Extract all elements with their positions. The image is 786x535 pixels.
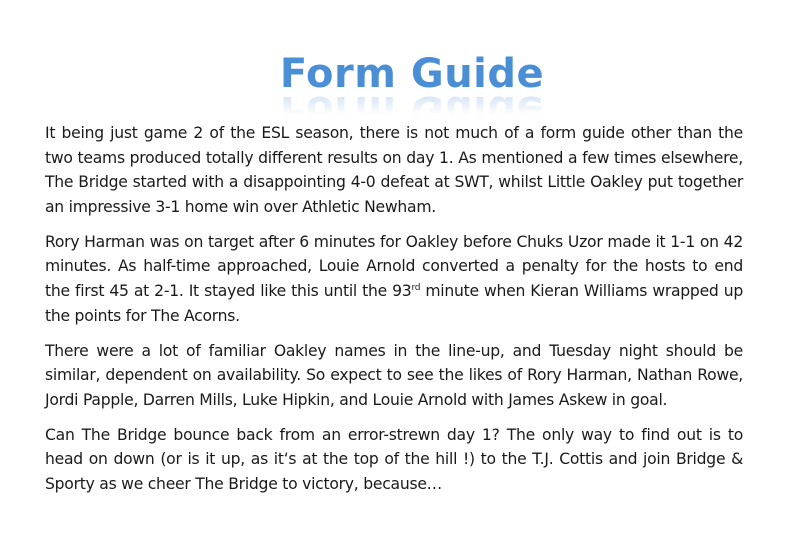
match-report-text-end: minute when Kieran Williams wrapped up the points for The Acorns.: [45, 281, 743, 325]
title-container: [0, 50, 786, 98]
paragraph-form-intro: It being just game 2 of the ESL season, there is not much of a form guide other than the two teams produced totally different results on day 1. As mentioned a few times elsewhere, The Bridge started with a disappointing 4-0 defeat at SWT, whilst Little Oakley put together an impressive 3-1 home win over Athletic Newham.: [45, 124, 743, 216]
ordinal-suffix: rd: [411, 282, 421, 293]
paragraph-match-report: [45, 230, 743, 328]
page-title: Form Guide: [279, 51, 545, 97]
paragraph-lineup: There were a lot of familiar Oakley names in the line-up, and Tuesday night should be similar, dependent on availability. So expect to see the likes of Rory Harman, Nathan Rowe, Jordi Papple, Darren Mills, Luke Hipkin, and Louie Arnold with James Askew in goal.: [45, 341, 743, 409]
paragraph-call-to-action: Can The Bridge bounce back from an error-strewn day 1? The only way to find out is to head on down (or is it up, as it‘s at the top of the hill !) to the T.J. Cottis and join Bridge & Sporty as we cheer The Bridge to victory, because…: [45, 425, 743, 493]
match-report-text-start: Rory Harman was on target after 6 minutes for Oakley before Chuks Uzor made it 1-1 on 42 minutes. As half-time approached, Louie Arnold converted a penalty for the hosts to end the first 45 at 2-1. It stayed like this until the 93: [45, 232, 743, 300]
article-body: [45, 121, 743, 507]
